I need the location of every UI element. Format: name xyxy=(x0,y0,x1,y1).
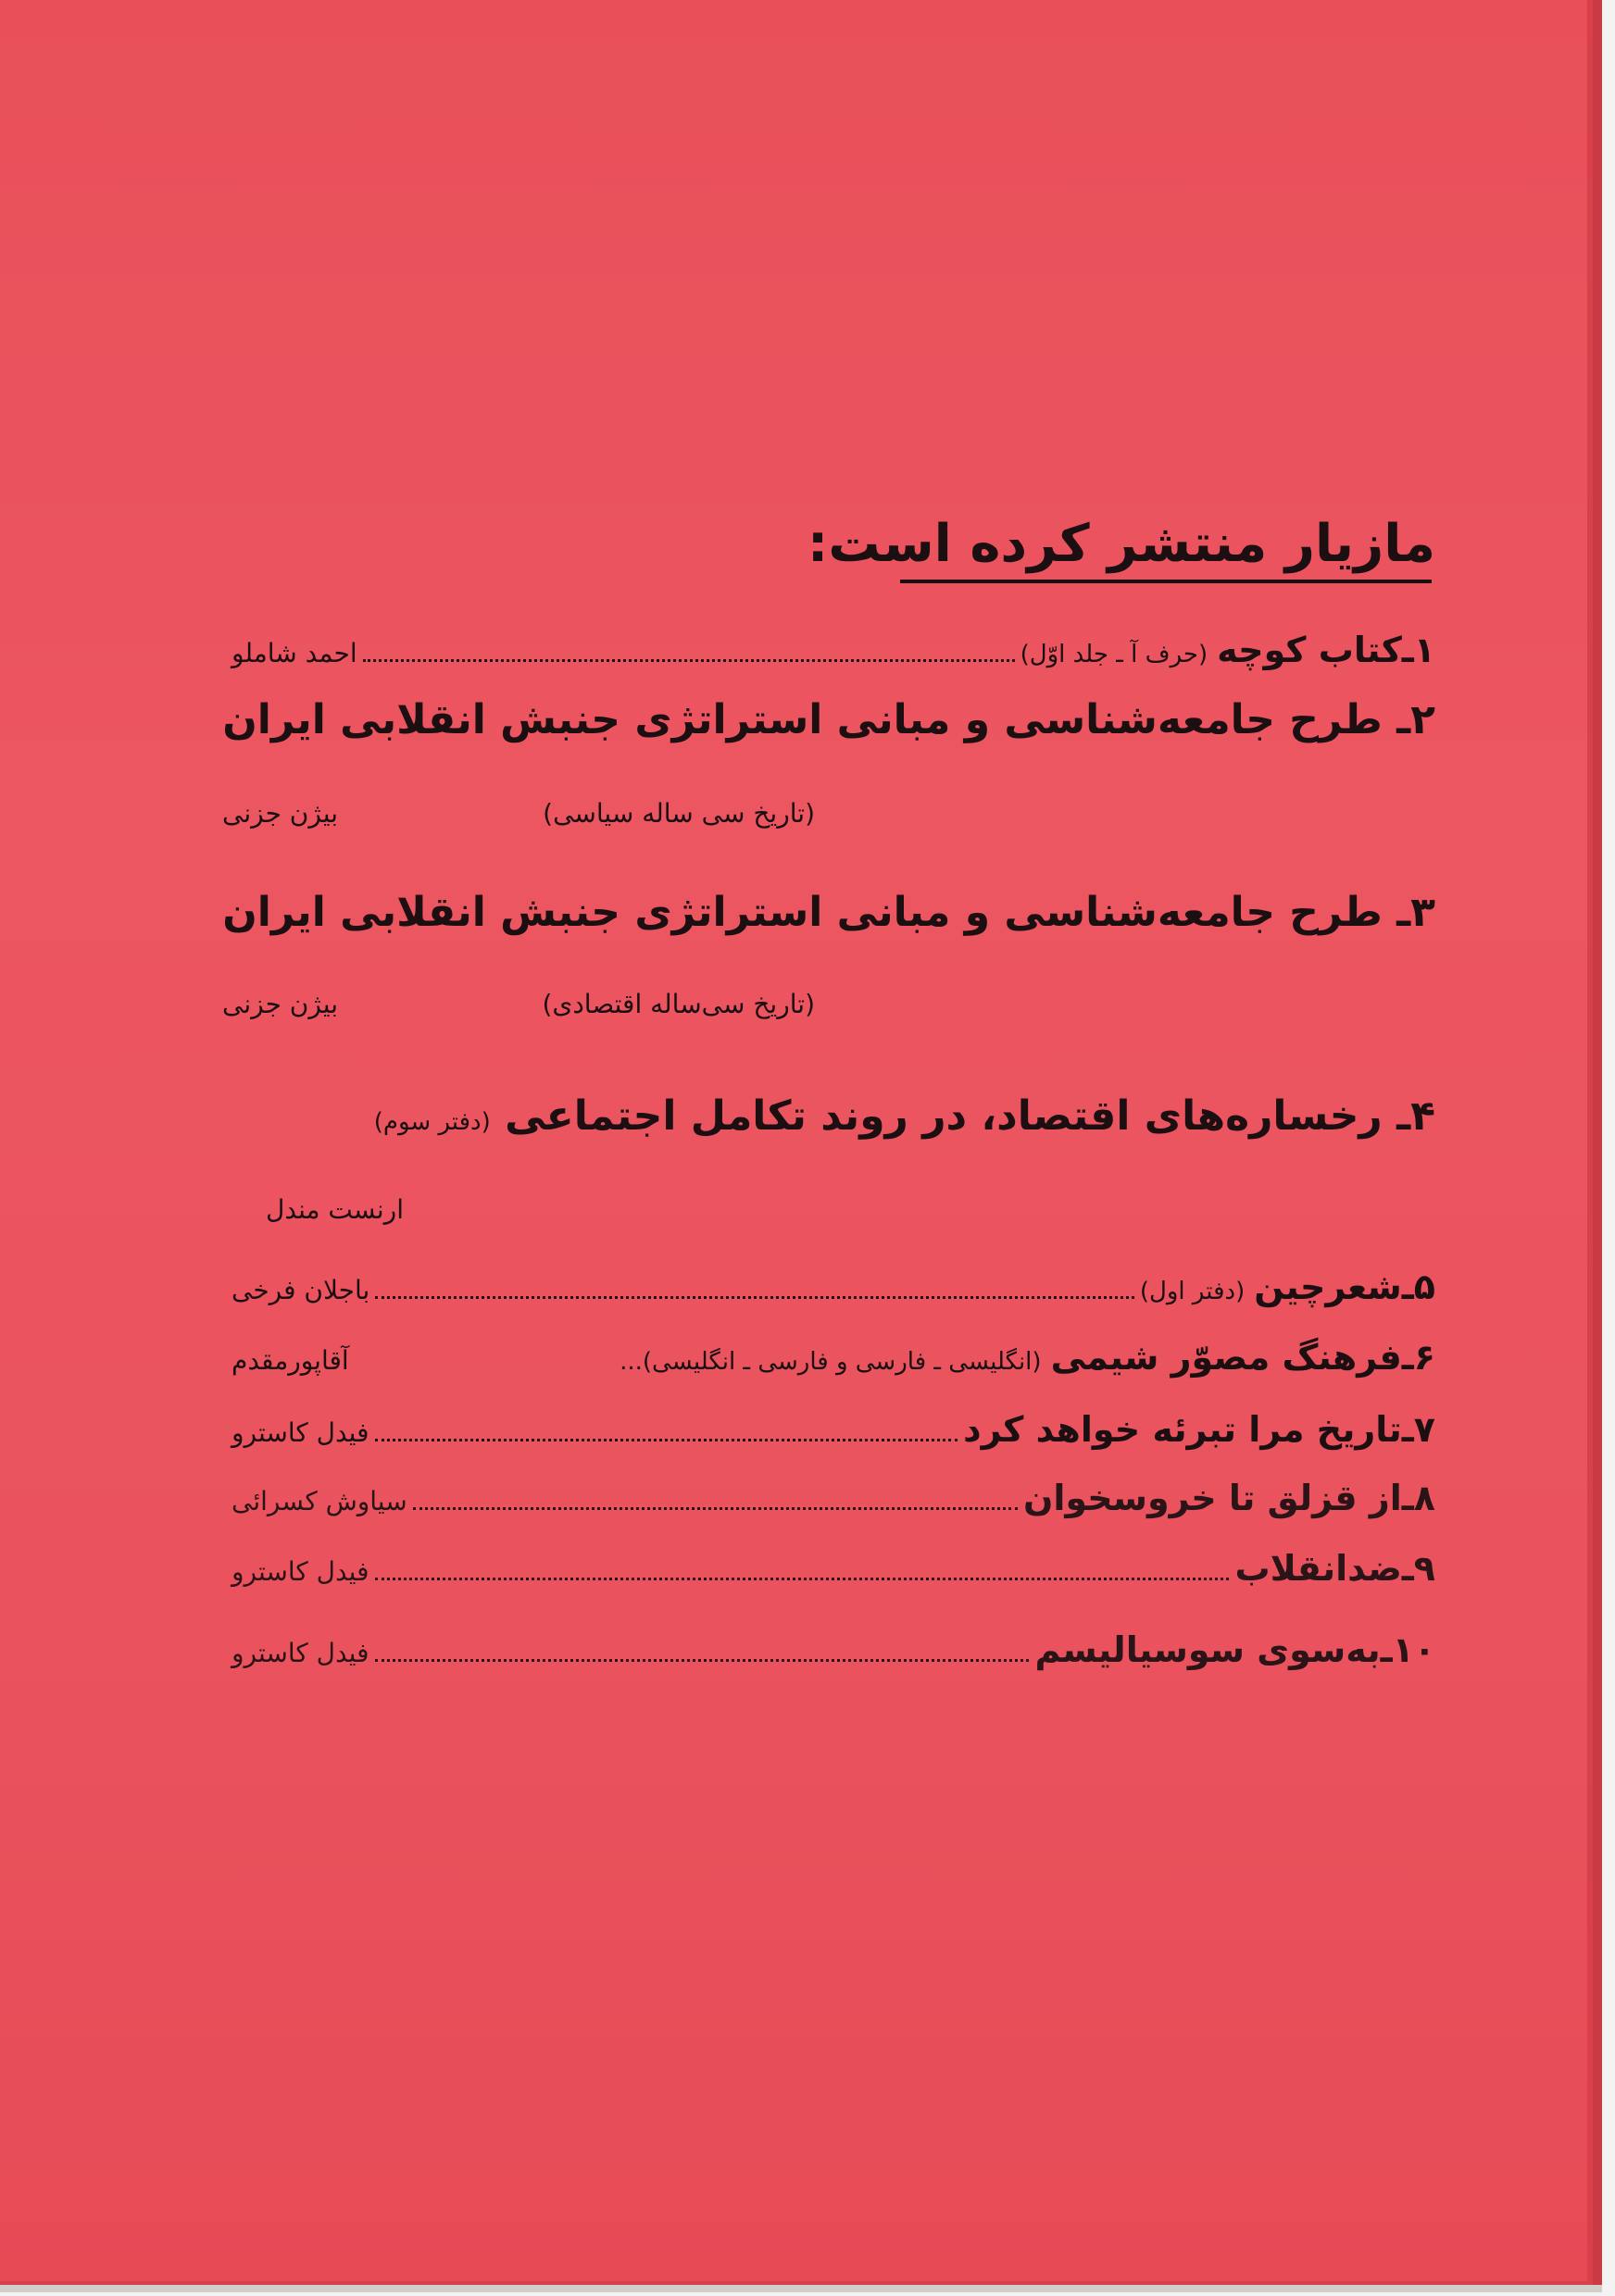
item-2-subtitle: (تاریخ سی ساله سیاسی) xyxy=(543,798,815,829)
item-9-title: ضدانقلاب xyxy=(1234,1548,1402,1589)
item-10-number: ۱۰ـ xyxy=(1380,1629,1435,1670)
item-3-title: طرح جامعه‌شناسی و مبانی استراتژی جنبش انقلابی ایران xyxy=(222,889,1383,936)
item-3-details xyxy=(222,989,815,1019)
list-item-2 xyxy=(222,696,1435,743)
item-3-author: بیژن جزنی xyxy=(222,989,339,1019)
list-item-5 xyxy=(232,1267,1435,1307)
list-item-8 xyxy=(232,1478,1435,1518)
item-5-subtitle: (دفتر اول) xyxy=(1139,1278,1246,1305)
item-3-subtitle: (تاریخ سی‌ساله اقتصادی) xyxy=(542,989,815,1019)
item-1-subtitle: (حرف آ ـ جلد اوّل) xyxy=(1020,641,1208,668)
item-1-title: کتاب کوچه xyxy=(1217,630,1402,670)
item-2-details xyxy=(222,798,815,829)
publisher-list-heading: مازیار منتشر کرده است: xyxy=(807,514,1435,574)
item-7-author: فیدل کاسترو xyxy=(232,1417,369,1448)
item-4-author: ارنست مندل xyxy=(266,1194,404,1225)
item-10-author: فیدل کاسترو xyxy=(232,1638,369,1668)
item-8-author: سیاوش کسرائی xyxy=(232,1486,407,1516)
item-2-number: ۲ـ xyxy=(1396,696,1435,743)
list-item-4 xyxy=(333,1092,1435,1140)
item-6-title: فرهنگ مصوّر شیمی xyxy=(1050,1337,1402,1378)
item-7-number: ۷ـ xyxy=(1401,1409,1435,1450)
list-item-6 xyxy=(232,1337,1435,1378)
list-item-9 xyxy=(232,1548,1435,1589)
page-shadow xyxy=(0,2285,1602,2292)
item-8-number: ۸ـ xyxy=(1401,1478,1435,1518)
item-5-title: شعرچین xyxy=(1254,1267,1402,1307)
item-9-leader xyxy=(375,1568,1230,1580)
item-1-leader xyxy=(363,650,1015,662)
item-5-number: ۵ـ xyxy=(1401,1267,1435,1307)
item-7-title: تاریخ مرا تبرئه خواهد کرد xyxy=(963,1409,1402,1450)
list-item-3 xyxy=(222,889,1435,936)
item-5-author: باجلان فرخی xyxy=(232,1275,370,1305)
item-2-title: طرح جامعه‌شناسی و مبانی استراتژی جنبش انقلابی ایران xyxy=(222,696,1383,743)
item-4-number: ۴ـ xyxy=(1396,1092,1435,1140)
heading-underline xyxy=(900,580,1432,583)
item-3-number: ۳ـ xyxy=(1396,889,1435,936)
list-item-1 xyxy=(232,630,1435,670)
item-1-author: احمد شاملو xyxy=(232,638,357,668)
list-item-7 xyxy=(232,1409,1435,1450)
item-6-subtitle: (انگلیسی ـ فارسی و فارسی ـ انگلیسی)... xyxy=(620,1348,1042,1376)
item-5-leader xyxy=(375,1287,1134,1299)
item-4-subtitle: (دفتر سوم) xyxy=(373,1108,491,1136)
item-6-number: ۶ـ xyxy=(1401,1337,1435,1378)
item-6-author: آقاپورمقدم xyxy=(232,1345,349,1376)
item-10-title: به‌سوی سوسیالیسم xyxy=(1034,1629,1381,1670)
item-9-author: فیدل کاسترو xyxy=(232,1556,369,1587)
item-7-leader xyxy=(375,1429,958,1441)
item-9-number: ۹ـ xyxy=(1401,1548,1435,1589)
cover-edge xyxy=(1593,0,1602,2285)
item-10-leader xyxy=(375,1650,1030,1662)
item-8-title: از قزلق تا خروسخوان xyxy=(1022,1478,1402,1518)
item-2-author: بیژن جزنی xyxy=(222,798,339,829)
item-8-leader xyxy=(413,1498,1018,1510)
list-item-10 xyxy=(232,1629,1435,1670)
item-4-title: رخساره‌های اقتصاد، در روند تکامل اجتماعی xyxy=(505,1092,1383,1140)
item-1-number: ۱ـ xyxy=(1401,630,1435,670)
